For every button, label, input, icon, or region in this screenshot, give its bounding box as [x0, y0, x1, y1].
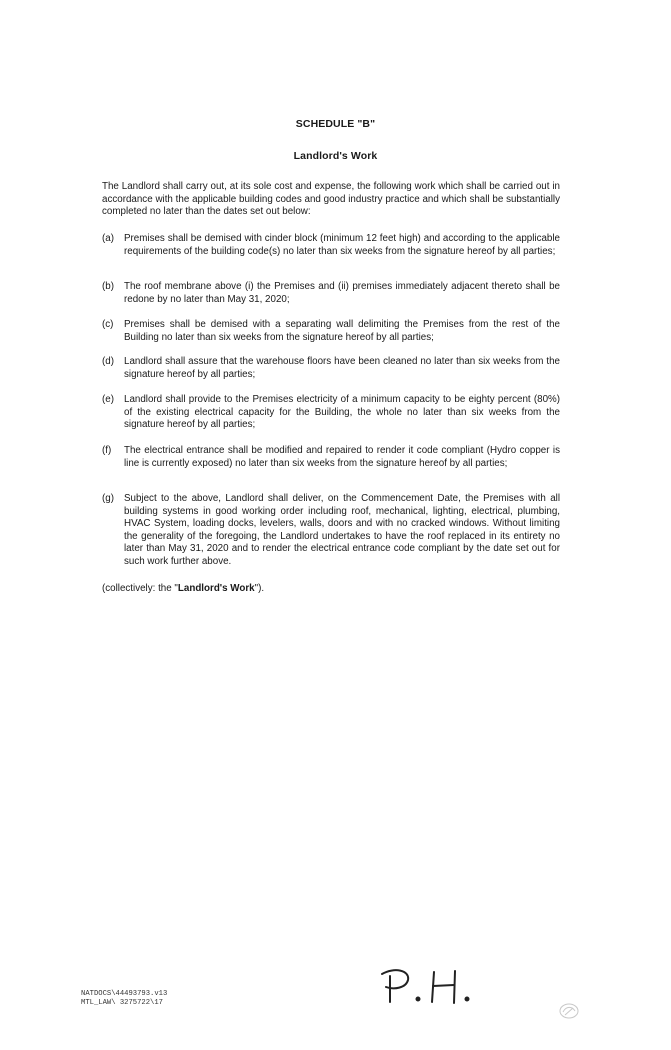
schedule-subtitle: Landlord's Work	[293, 150, 378, 162]
item-text: The roof membrane above (i) the Premises and (ii) premises immediately adjacent thereto shall be redone by no later than May 31, 2020;	[124, 281, 560, 305]
item-text: Landlord shall assure that the warehouse floors have been cleaned no later than six weeks from the signature hereof by all parties;	[124, 356, 560, 380]
item-text: Premises shall be demised with a separating wall delimiting the Premises from the rest of the Building no later than six weeks from the signature hereof by all parties;	[124, 319, 560, 343]
item-label: (e)	[102, 394, 114, 405]
document-reference	[81, 990, 167, 1008]
list-item	[102, 445, 560, 470]
item-label: (a)	[102, 233, 114, 244]
intro-paragraph: The Landlord shall carry out, at its sole cost and expense, the following work which shall be carried out in accordance with the applicable building codes and good industry practice and which shall be substantially completed no later than the dates set out below:	[102, 181, 560, 218]
closing-paragraph	[102, 583, 560, 596]
closing-suffix: ").	[254, 583, 265, 594]
list-item	[102, 281, 560, 306]
list-item	[102, 319, 560, 344]
item-label: (c)	[102, 319, 114, 330]
item-label: (b)	[102, 281, 114, 292]
item-text: Landlord shall provide to the Premises electricity of a minimum capacity to be eighty percent (80%) of the existing electrical capacity for the Building, the whole no later than six weeks from the signature hereof by all parties;	[124, 394, 560, 431]
list-item	[102, 356, 560, 381]
list-item	[102, 493, 560, 569]
handwritten-initials	[372, 962, 492, 1007]
item-label: (f)	[102, 445, 112, 456]
item-text: Premises shall be demised with cinder block (minimum 12 feet high) and according to the applicable requirements of the building code(s) no later than six weeks from the signature hereof by all parties;	[124, 233, 560, 257]
item-label: (g)	[102, 493, 114, 504]
item-text: The electrical entrance shall be modified and repaired to render it code compliant (Hydro copper is line is currently exposed) no later than six weeks from the signature hereof by all parties;	[124, 445, 560, 469]
document-reference-line: NATDOCS\44493793.v13	[81, 990, 168, 998]
document-reference-line: MTL_LAW\ 3275722\17	[81, 999, 163, 1007]
item-label: (d)	[102, 356, 114, 367]
closing-prefix: (collectively: the "	[102, 583, 178, 594]
schedule-title: SCHEDULE "B"	[295, 118, 376, 130]
list-item	[102, 233, 560, 258]
closing-defined-term: Landlord's Work	[177, 583, 255, 594]
list-item	[102, 394, 560, 432]
faint-stamp-mark	[556, 1000, 582, 1022]
item-text: Subject to the above, Landlord shall deliver, on the Commencement Date, the Premises with all building systems in good working order including roof, mechanical, lighting, electrical, plumbing, HVAC System, loading docks, levelers, walls, doors and with no cracked windows. Without limiting the generality of the foregoing, the Landlord undertakes to have the roof replaced in its entirety no later than May 31, 2020 and to render the electrical entrance code compliant by the date set out for such work further above.	[124, 493, 560, 567]
